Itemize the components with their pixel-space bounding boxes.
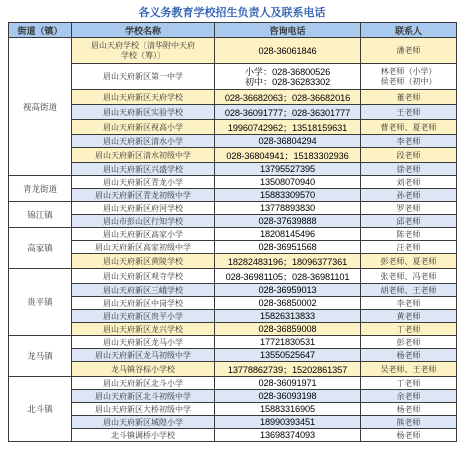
table-row <box>9 416 457 429</box>
table-row <box>9 284 457 297</box>
table-row <box>9 148 457 163</box>
table-row <box>9 297 457 310</box>
school-cell: 眉山天府新区兴盛学校 <box>72 163 215 176</box>
table-row <box>9 189 457 202</box>
document-title: 各义务教育学校招生负责人及联系电话 <box>138 6 326 19</box>
phone-cell: 028-36093198 <box>215 390 361 403</box>
school-line: 学校（筹）〕 <box>121 50 165 60</box>
table-row <box>9 323 457 336</box>
school-cell: 眉山天府新区视高小学 <box>72 120 215 135</box>
school-cell: 眉山天府新区高家小学 <box>72 228 215 241</box>
table-row <box>9 377 457 390</box>
table-row <box>9 390 457 403</box>
phone-cell: 028-36859008 <box>215 323 361 336</box>
school-cell: 眉山天府新区实验学校 <box>72 105 215 120</box>
table-row <box>9 38 457 64</box>
table-row <box>9 310 457 323</box>
contact-cell: 余老师 <box>361 390 457 403</box>
phone-cell <box>215 64 361 90</box>
contact-table <box>8 22 457 442</box>
contact-cell: 吴老师、王老师 <box>361 362 457 377</box>
contact-cell: 李老师 <box>361 297 457 310</box>
street-cell: 龙马镇 <box>9 336 72 377</box>
table-row <box>9 269 457 284</box>
street-cell: 锦江镇 <box>9 202 72 228</box>
phone-cell: 15826313833 <box>215 310 361 323</box>
contact-cell: 彭老师、夏老师 <box>361 254 457 269</box>
street-cell: 青龙街道 <box>9 176 72 202</box>
contact-cell: 邱老师 <box>361 215 457 228</box>
school-cell: 眉山天府新区清水小学 <box>72 135 215 148</box>
contact-cell: 罗老师 <box>361 202 457 215</box>
street-cell: 贵平镇 <box>9 269 72 336</box>
table-row <box>9 163 457 176</box>
table-row <box>9 176 457 189</box>
school-cell: 眉山天府新区贵平小学 <box>72 310 215 323</box>
contact-cell: 董老师 <box>361 90 457 105</box>
school-cell: 眉山天府新区清水初级中学 <box>72 148 215 163</box>
school-cell: 眉山天府新区观寺学校 <box>72 269 215 284</box>
contact-cell: 熊老师 <box>361 416 457 429</box>
header-phone: 咨询电话 <box>215 23 361 38</box>
school-cell: 眉山天府新区龙马小学 <box>72 336 215 349</box>
contact-cell: 陈老师 <box>361 228 457 241</box>
school-cell <box>72 38 215 64</box>
table-row <box>9 228 457 241</box>
phone-cell: 028-37639888 <box>215 215 361 228</box>
phone-cell: 028-36682063；028-36682016 <box>215 90 361 105</box>
contact-cell: 汪老师 <box>361 241 457 254</box>
school-cell: 龙马镇谷棕小学校 <box>72 362 215 377</box>
table-row <box>9 254 457 269</box>
contact-cell <box>361 64 457 90</box>
school-cell: 眉山天府新区中岗学校 <box>72 297 215 310</box>
contact-cell: 曹老师、夏老师 <box>361 120 457 135</box>
phone-cell: 18208145496 <box>215 228 361 241</box>
phone-cell: 028-36091971 <box>215 377 361 390</box>
phone-line: 初中：028-36283302 <box>244 76 331 87</box>
phone-cell: 028-36951568 <box>215 241 361 254</box>
contact-cell: 胡老师、王老师 <box>361 284 457 297</box>
table-row <box>9 429 457 442</box>
table-row <box>9 105 457 120</box>
table-row <box>9 202 457 215</box>
phone-cell: 028-36804294 <box>215 135 361 148</box>
contact-cell: 徐老师 <box>361 163 457 176</box>
school-cell: 眉山天府新区高家初级中学 <box>72 241 215 254</box>
street-cell: 北斗镇 <box>9 377 72 442</box>
phone-line: 小学：028-36800526 <box>244 66 331 77</box>
phone-cell: 18282483196；18096377361 <box>215 254 361 269</box>
header-row <box>9 23 457 38</box>
phone-cell: 18990393451 <box>215 416 361 429</box>
contact-cell: 丁老师 <box>361 323 457 336</box>
school-cell: 眉山天府新区青龙小学 <box>72 176 215 189</box>
phone-cell: 028-36959013 <box>215 284 361 297</box>
phone-cell: 13778862739；15202861357 <box>215 362 361 377</box>
header-street: 街道（镇） <box>9 23 72 38</box>
table-row <box>9 64 457 90</box>
school-cell: 眉山天府新区第一中学 <box>72 64 215 90</box>
contact-cell: 潘老师 <box>361 38 457 64</box>
school-cell: 眉山市彭山区行知学校 <box>72 215 215 228</box>
header-contact: 联系人 <box>361 23 457 38</box>
phone-cell: 13508070940 <box>215 176 361 189</box>
phone-cell: 15883309570 <box>215 189 361 202</box>
school-cell: 眉山天府新区大桥初级中学 <box>72 403 215 416</box>
contact-cell: 李老师 <box>361 135 457 148</box>
table-row <box>9 215 457 228</box>
table-row <box>9 336 457 349</box>
contact-cell: 刘老师 <box>361 176 457 189</box>
contact-cell: 彭老师 <box>361 336 457 349</box>
contact-cell: 孙老师 <box>361 189 457 202</box>
table-row <box>9 135 457 148</box>
school-cell: 眉山天府新区府河学校 <box>72 202 215 215</box>
school-cell: 眉山天府新区北斗小学 <box>72 377 215 390</box>
header-school: 学校名称 <box>72 23 215 38</box>
table-row <box>9 362 457 377</box>
phone-cell: 13698374093 <box>215 429 361 442</box>
school-line: 眉山天府学校〔清华附中天府 <box>91 40 195 50</box>
contact-line: 林老师（小学） <box>380 66 437 76</box>
phone-cell: 028-36850002 <box>215 297 361 310</box>
phone-cell: 028-36804941；15183302936 <box>215 148 361 163</box>
school-cell: 眉山天府新区城隍小学 <box>72 416 215 429</box>
table-row <box>9 349 457 362</box>
contact-cell: 段老师 <box>361 148 457 163</box>
phone-cell: 028-36981105；028-36981101 <box>215 269 361 284</box>
phone-cell: 13795527395 <box>215 163 361 176</box>
phone-cell: 13778893830 <box>215 202 361 215</box>
school-cell: 眉山天府新区三峨学校 <box>72 284 215 297</box>
school-cell: 眉山天府新区龙马初级中学 <box>72 349 215 362</box>
contact-cell: 杨老师 <box>361 349 457 362</box>
table-row <box>9 120 457 135</box>
phone-cell: 13550525647 <box>215 349 361 362</box>
phone-cell: 19960742962；13518159631 <box>215 120 361 135</box>
street-cell: 视高街道 <box>9 38 72 176</box>
contact-cell: 丁老师 <box>361 377 457 390</box>
contact-cell: 黄老师 <box>361 310 457 323</box>
school-cell: 眉山天府新区黄陵学校 <box>72 254 215 269</box>
phone-cell: 028-36091777；028-36301777 <box>215 105 361 120</box>
contact-cell: 杨老师 <box>361 403 457 416</box>
contact-cell: 王老师 <box>361 105 457 120</box>
table-row <box>9 403 457 416</box>
table-row <box>9 90 457 105</box>
contact-line: 侯老师（初中） <box>380 76 437 86</box>
phone-cell: 17721830531 <box>215 336 361 349</box>
contact-cell: 杨老师 <box>361 429 457 442</box>
table-row <box>9 241 457 254</box>
street-cell: 高家镇 <box>9 228 72 269</box>
school-cell: 北斗镇调桥小学校 <box>72 429 215 442</box>
school-cell: 眉山天府新区北斗初级中学 <box>72 390 215 403</box>
school-cell: 眉山天府新区龙兴学校 <box>72 323 215 336</box>
contact-cell: 张老师、冯老师 <box>361 269 457 284</box>
school-cell: 眉山天府新区青龙初级中学 <box>72 189 215 202</box>
phone-cell: 15883316905 <box>215 403 361 416</box>
school-cell: 眉山天府新区天府学校 <box>72 90 215 105</box>
phone-cell: 028-36061846 <box>215 38 361 64</box>
